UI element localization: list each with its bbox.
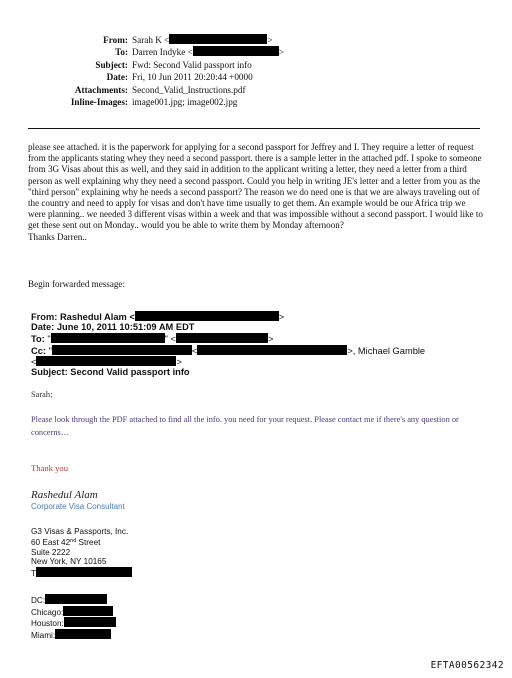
office-dc xyxy=(31,594,116,606)
redaction-box xyxy=(64,617,116,627)
attachments-value: Second_Valid_Instructions.pdf xyxy=(132,84,246,95)
office-label: Chicago: xyxy=(31,607,64,617)
bracket: > xyxy=(176,356,182,367)
body-closing: Thanks Darren.. xyxy=(28,231,87,242)
email-body xyxy=(28,142,484,243)
fwd-subject-value: Second Valid passport info xyxy=(70,366,190,377)
attachments-label: Attachments: xyxy=(74,84,128,95)
redaction-box xyxy=(52,345,192,355)
from-name: Sarah K < xyxy=(132,35,170,45)
street-address xyxy=(31,537,132,548)
bracket: > xyxy=(267,334,274,345)
bracket: > xyxy=(347,345,353,356)
fwd-cc-row xyxy=(31,345,491,356)
company-name: G3 Visas & Passports, Inc. xyxy=(31,527,129,536)
to-name: Darren Indyke < xyxy=(132,47,193,58)
phone-label: T xyxy=(31,569,37,579)
phone-line xyxy=(31,567,132,579)
fwd-cc-label: Cc: xyxy=(31,345,46,356)
fwd-from-value: Rashedul Alam < xyxy=(59,312,135,322)
to-label: To: xyxy=(115,47,128,58)
bates-number: EFTA00562342 xyxy=(430,660,504,671)
to-value xyxy=(132,46,284,58)
header-from-row xyxy=(0,34,512,46)
redaction-box xyxy=(36,567,132,577)
redaction-box xyxy=(55,629,111,639)
street-number: 60 East 42 xyxy=(31,537,71,547)
subject-value: Fwd: Second Valid passport info xyxy=(132,59,252,70)
bracket: > xyxy=(278,312,285,322)
subject-label: Subject: xyxy=(95,59,128,70)
office-label: DC: xyxy=(31,596,46,605)
body-paragraph: please see attached. it is the paperwork for applying for a second passport for Jeffrey and I. They require a letter of request from the applicants stating whey they need a second passport. there is a sample letter in the attached pdf. I spoke to someone from 3G Visas about this as well, and they said in addition to the applicant writing a letter, they need a letter from a third person as well explaining why they need a second passport. Could you help in writing JE's letter and a letter from you as the "third person" explaining why he needs a second passport? The reason we do need one is that we are always traveling out of the country and need to apply for visas and don't have time usually to get them. An example would be our Africa trip we were planning.. we needed 3 different visas within a week and that was impossible without a second passport. I would like to get these sent out on Monday.. would you be able to write them by Monday afternoon? xyxy=(28,142,483,231)
quote-bracket: " < xyxy=(164,334,176,345)
header-inline-images-row xyxy=(0,96,512,108)
city-line: New York, NY 10165 xyxy=(31,557,107,567)
office-chicago xyxy=(31,606,116,618)
street-ordinal: nd xyxy=(70,537,77,544)
fwd-date-row xyxy=(31,322,491,333)
email-header xyxy=(0,34,512,108)
office-houston xyxy=(31,617,116,629)
redaction-box xyxy=(176,333,268,343)
office-label: Miami: xyxy=(31,630,56,640)
office-list xyxy=(31,594,116,640)
header-subject-row xyxy=(0,59,512,71)
date-value: Fri, 10 Jun 2011 20:20:44 +0000 xyxy=(132,72,253,83)
from-value xyxy=(132,34,273,46)
redaction-box xyxy=(197,345,347,355)
fwd-from-label: From: xyxy=(31,312,58,322)
fwd-subject-row xyxy=(31,367,491,378)
fwd-cc-cont-row xyxy=(31,356,491,367)
header-to-row xyxy=(0,46,512,58)
signature-address xyxy=(31,527,132,579)
greeting: Sarah; xyxy=(31,390,53,399)
street-name: Street xyxy=(76,537,101,547)
begin-forwarded-label: Begin forwarded message: xyxy=(28,279,125,289)
fwd-date-label: Date: xyxy=(31,322,55,333)
fwd-subject-label: Subject: xyxy=(31,366,68,377)
cc-extra-recipient: , Michael Gamble xyxy=(352,345,426,356)
date-label: Date: xyxy=(106,72,128,83)
signature-name: Rashedul Alam xyxy=(31,489,98,501)
bracket: > xyxy=(267,35,273,45)
from-label: From: xyxy=(103,35,128,45)
fwd-date-value: June 10, 2011 10:51:09 AM EDT xyxy=(56,322,195,333)
fwd-from-row xyxy=(31,311,491,322)
redaction-box xyxy=(51,333,165,343)
bracket: < xyxy=(191,345,198,356)
signature-title: Corporate Visa Consultant xyxy=(31,502,125,511)
redaction-box xyxy=(135,311,279,321)
redaction-box xyxy=(63,606,113,616)
redaction-box xyxy=(169,34,267,44)
thanks-text: Thank you xyxy=(31,463,68,473)
redaction-box xyxy=(45,594,107,604)
fwd-to-label: To: xyxy=(31,334,45,345)
bracket: < xyxy=(31,356,37,367)
forwarded-header xyxy=(31,311,491,378)
header-divider xyxy=(28,128,480,129)
fwd-to-row xyxy=(31,333,491,344)
office-miami xyxy=(31,629,116,641)
request-text: Please look through the PDF attached to find all the info. you need for your request. Please contact me if there's any question or concerns… xyxy=(31,415,459,437)
quote: " xyxy=(47,334,51,345)
quote: " xyxy=(48,345,52,356)
inline-images-value: image001.jpg; image002.jpg xyxy=(132,96,238,107)
office-label: Houston: xyxy=(31,619,64,629)
inline-images-label: Inline-Images: xyxy=(70,96,128,107)
header-date-row xyxy=(0,71,512,83)
redaction-box xyxy=(193,46,279,56)
suite: Suite 2222 xyxy=(31,547,71,557)
redaction-box xyxy=(36,356,176,366)
header-attachments-row xyxy=(0,84,512,96)
bracket: > xyxy=(278,47,284,58)
